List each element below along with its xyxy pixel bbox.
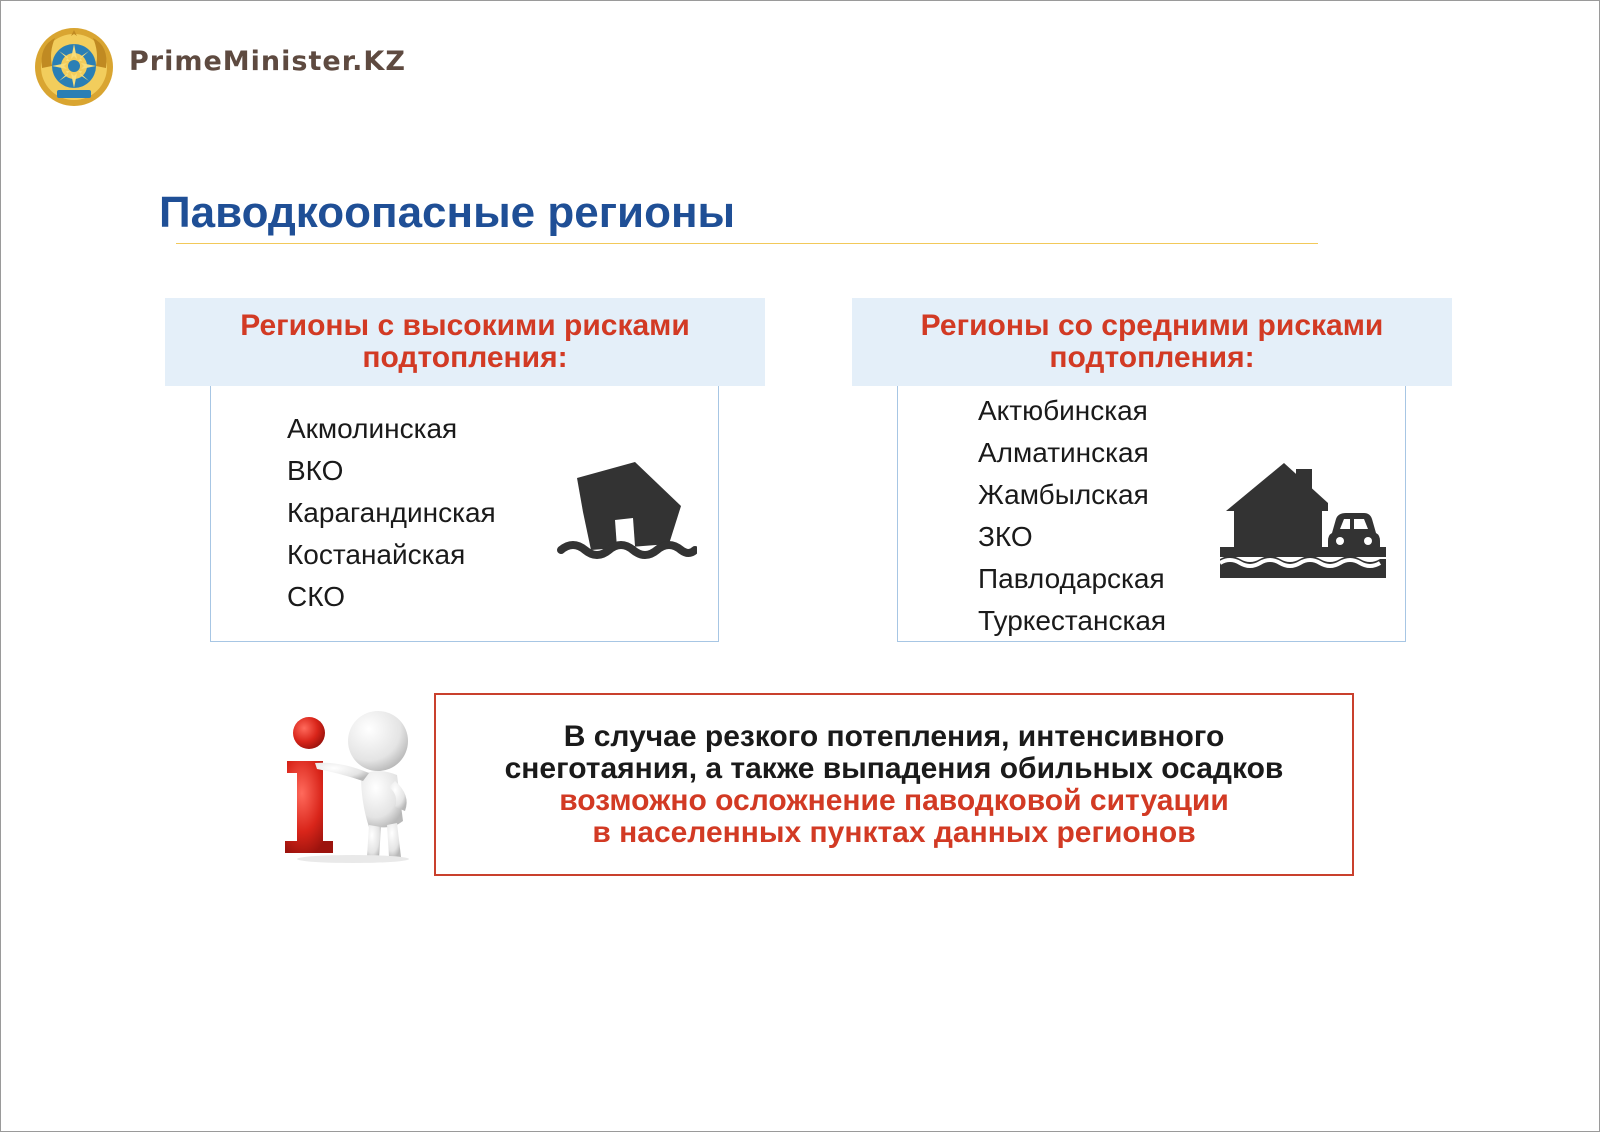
medium-risk-heading-line2: подтопления: [1049,341,1255,374]
notice-line-2: снеготаяния, а также выпадения обильных осадков [504,751,1284,785]
flooded-house-car-icon [1220,463,1386,578]
region-item: ВКО [287,455,344,486]
notice-line-4: в населенных пунктах данных регионов [592,815,1196,849]
region-item: Алматинская [978,437,1149,468]
region-item: Карагандинская [287,497,496,528]
region-item: Костанайская [287,539,466,570]
high-risk-panel [210,386,719,642]
medium-risk-heading [852,298,1452,386]
notice-line-1: В случае резкого потепления, интенсивного [563,719,1225,753]
high-risk-heading [165,298,765,386]
medium-risk-panel [897,386,1406,642]
notice-box [434,693,1354,876]
kazakhstan-emblem-icon [33,26,115,108]
title-underline [176,243,1318,244]
high-risk-heading-line1: Регионы с высокими рисками [240,309,690,342]
medium-risk-region-list [978,390,1166,642]
region-item: Павлодарская [978,563,1165,594]
info-person-icon [283,703,418,863]
region-item: ЗКО [978,521,1033,552]
high-risk-region-list [287,408,496,618]
site-name[interactable]: PrimeMinister.KZ [129,46,406,77]
page-title: Паводкоопасные регионы [159,188,736,237]
high-risk-heading-line2: подтопления: [362,341,568,374]
region-item: Акмолинская [287,413,458,444]
flooded-house-icon [557,458,697,574]
region-item: Актюбинская [978,395,1148,426]
region-item: Туркестанская [978,605,1167,636]
region-item: СКО [287,581,345,612]
region-item: Жамбылская [978,479,1149,510]
notice-line-3: возможно осложнение паводковой ситуации [559,783,1229,817]
medium-risk-heading-line1: Регионы со средними рисками [920,309,1384,342]
